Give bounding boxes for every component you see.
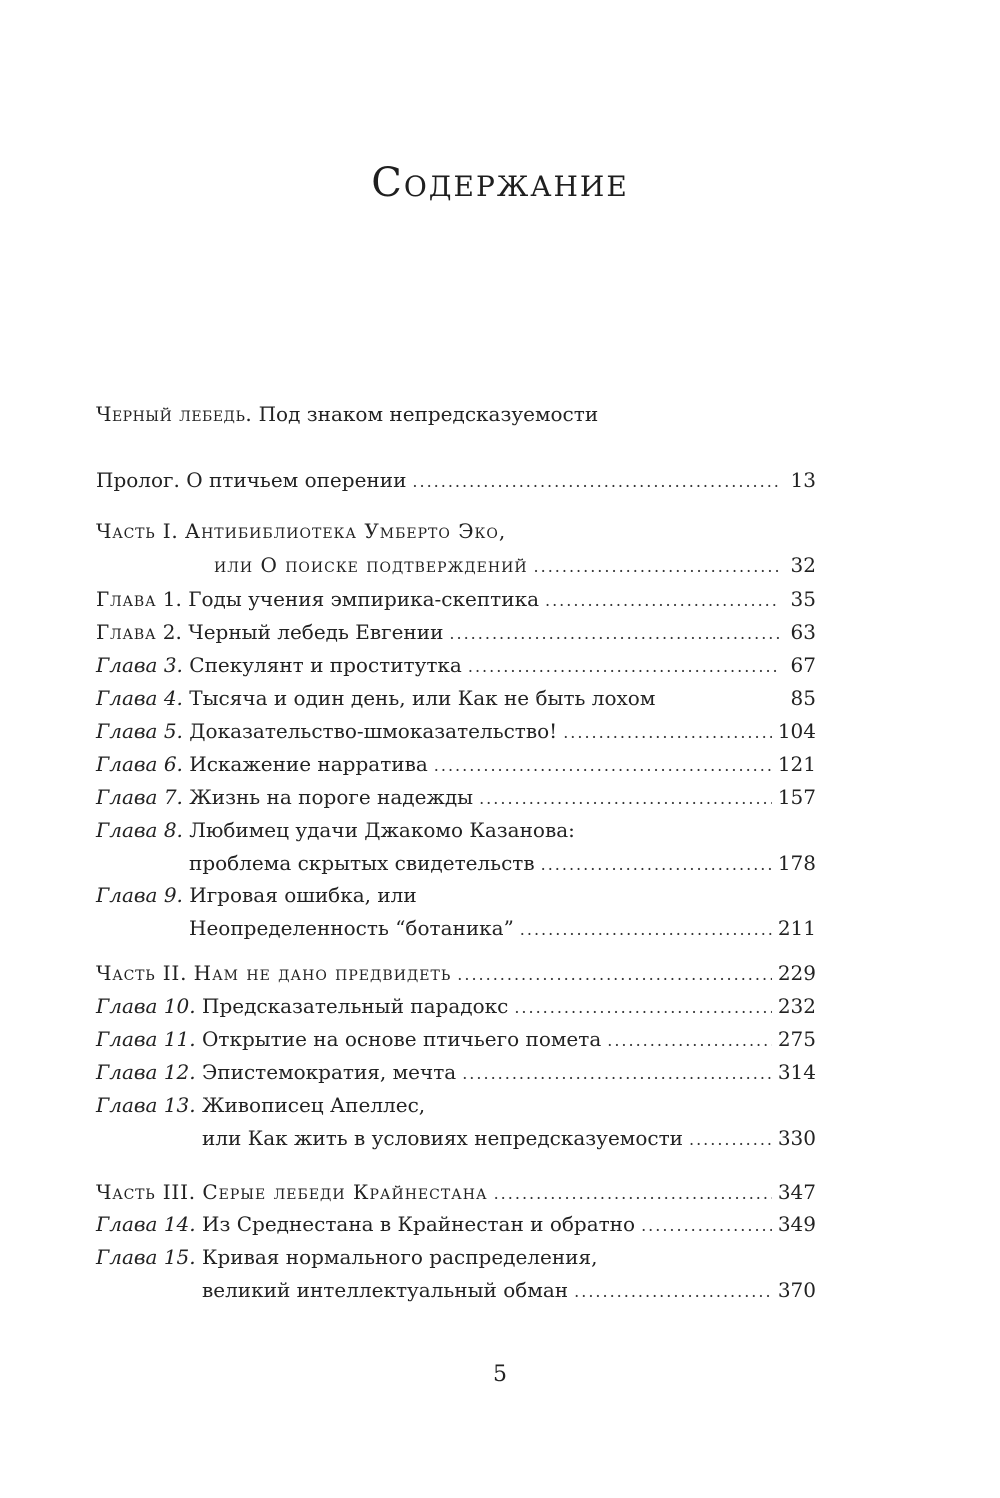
- toc-entry-part2[interactable]: [96, 958, 816, 988]
- toc-entry-ch1[interactable]: [96, 584, 816, 614]
- toc-entry-ch13-cont[interactable]: [96, 1123, 816, 1153]
- toc-leader-dots: [479, 784, 772, 814]
- toc-leader-dots: [434, 751, 772, 781]
- toc-entry-text: Серые лебеди Крайнестана: [202, 1180, 488, 1204]
- toc-entry-ch15[interactable]: [96, 1242, 816, 1272]
- toc-page-number: 229: [777, 961, 816, 985]
- toc-entry-ch9-cont[interactable]: [96, 913, 816, 943]
- toc-entry-label: Часть I.: [96, 519, 179, 543]
- toc-leader-dots: [545, 586, 780, 616]
- toc-leader-dots: [534, 552, 780, 582]
- toc-entry-text: Нам не дано предвидеть: [193, 961, 452, 985]
- toc-entry-text: Антибиблиотека Умберто Эко,: [184, 519, 507, 543]
- toc-page-number: 211: [777, 916, 816, 940]
- toc-entry-text: или О поиске подтверждений: [214, 553, 528, 577]
- toc-entry-label: Глава 5.: [96, 719, 183, 743]
- toc-entry-ch11[interactable]: [96, 1024, 816, 1054]
- toc-page-number: 347: [777, 1180, 816, 1204]
- toc-entry-ch9[interactable]: [96, 880, 816, 910]
- toc-page-number: 13: [790, 468, 816, 492]
- toc-entry-ch5[interactable]: [96, 716, 816, 746]
- toc-entry-text: или Как жить в условиях непредсказуемости: [202, 1126, 683, 1150]
- toc-entry-text: Годы учения эмпирика-скептика: [188, 587, 539, 611]
- page-title: Содержание: [371, 160, 629, 206]
- toc-page-number: 85: [790, 686, 816, 710]
- toc-leader-dots: [689, 1125, 772, 1155]
- toc-leader-dots: [457, 960, 772, 990]
- toc-page-number: 232: [777, 994, 816, 1018]
- toc-leader-dots: [494, 1179, 772, 1209]
- toc-entry-text: Тысяча и один день, или Как не быть лохом: [189, 686, 656, 710]
- book-heading: [96, 402, 598, 426]
- toc-entry-label: Часть II.: [96, 961, 188, 985]
- toc-entry-text: Неопределенность “ботаника”: [189, 916, 514, 940]
- toc-entry-text: Открытие на основе птичьего помета: [202, 1027, 602, 1051]
- toc-page-number: 121: [777, 752, 816, 776]
- toc-leader-dots: [412, 467, 780, 497]
- toc-entry-label: Глава 4.: [96, 686, 183, 710]
- toc-entry-label: Глава 7.: [96, 785, 183, 809]
- toc-entry-label: Глава 15.: [96, 1245, 196, 1269]
- toc-entry-text: Предсказательный парадокс: [202, 994, 509, 1018]
- toc-entry-text: Живописец Апеллес,: [202, 1093, 426, 1117]
- toc-page-number: 67: [790, 653, 816, 677]
- toc-leader-dots: [514, 993, 771, 1023]
- toc-entry-text: великий интеллектуальный обман: [202, 1278, 569, 1302]
- page-number: 5: [493, 1362, 507, 1387]
- toc-entry-text: Игровая ошибка, или: [189, 883, 417, 907]
- toc-entry-part3[interactable]: [96, 1177, 816, 1207]
- toc-entry-ch8[interactable]: [96, 815, 816, 845]
- toc-entry-text: Из Среднестана в Крайнестан и обратно: [202, 1212, 636, 1236]
- toc-entry-text: Жизнь на пороге надежды: [189, 785, 474, 809]
- toc-page-number: 32: [790, 553, 816, 577]
- toc-page-number: 370: [777, 1278, 816, 1302]
- toc-entry-text: Черный лебедь Евгении: [188, 620, 444, 644]
- toc-entry-ch13[interactable]: [96, 1090, 816, 1120]
- toc-entry-ch14[interactable]: [96, 1209, 816, 1239]
- toc-entry-text: Кривая нормального распределения,: [202, 1245, 598, 1269]
- toc-leader-dots: [563, 718, 772, 748]
- toc-entry-ch12[interactable]: [96, 1057, 816, 1087]
- toc-entry-text: Пролог. О птичьем оперении: [96, 468, 407, 492]
- toc-leader-dots: [607, 1026, 772, 1056]
- toc-entry-text: Спекулянт и проститутка: [189, 653, 462, 677]
- toc-page-number: 330: [777, 1126, 816, 1150]
- toc-entry-label: Глава 14.: [96, 1212, 196, 1236]
- toc-entry-prologue[interactable]: [96, 465, 816, 495]
- toc-entry-text: Любимец удачи Джакомо Казанова:: [189, 818, 575, 842]
- toc-entry-label: Глава 9.: [96, 883, 183, 907]
- toc-page-number: 35: [790, 587, 816, 611]
- toc-entry-text: Искажение нарратива: [189, 752, 428, 776]
- toc-entry-text: Эпистемократия, мечта: [202, 1060, 457, 1084]
- toc-page-number: 157: [777, 785, 816, 809]
- toc-entry-label: Глава 10.: [96, 994, 196, 1018]
- toc-leader-dots: [468, 652, 780, 682]
- toc-leader-dots: [462, 1059, 772, 1089]
- toc-entry-label: Глава 11.: [96, 1027, 196, 1051]
- toc-entry-label: Глава: [96, 587, 157, 611]
- toc-entry-ch10[interactable]: [96, 991, 816, 1021]
- toc-entry-ch7[interactable]: [96, 782, 816, 812]
- toc-page-number: 178: [777, 851, 816, 875]
- toc-leader-dots: [520, 915, 772, 945]
- toc-entry-label: Глава 12.: [96, 1060, 196, 1084]
- toc-leader-dots: [574, 1277, 772, 1307]
- toc-entry-num: 2.: [162, 620, 182, 644]
- toc-leader-dots: [641, 1211, 772, 1241]
- toc-leader-dots: [541, 850, 772, 880]
- toc-page-number: 104: [777, 719, 816, 743]
- book-heading-subtitle: Под знаком непредсказуемости: [258, 402, 599, 426]
- toc-entry-label: Часть III.: [96, 1180, 196, 1204]
- toc-entry-num: 1.: [162, 587, 182, 611]
- toc-page-number: 63: [790, 620, 816, 644]
- toc-entry-ch15-cont[interactable]: [96, 1275, 816, 1305]
- toc-entry-part1-cont[interactable]: [96, 550, 816, 580]
- toc-entry-ch2[interactable]: [96, 617, 816, 647]
- toc-entry-ch4[interactable]: [96, 683, 816, 713]
- toc-entry-ch6[interactable]: [96, 749, 816, 779]
- toc-page-number: 314: [777, 1060, 816, 1084]
- toc-entry-part1[interactable]: [96, 516, 816, 546]
- toc-entry-label: Глава 13.: [96, 1093, 196, 1117]
- toc-entry-label: Глава 8.: [96, 818, 183, 842]
- book-heading-caps: Черный лебедь.: [96, 402, 253, 426]
- toc-leader-dots: [449, 619, 780, 649]
- toc-page-number: 275: [777, 1027, 816, 1051]
- toc-entry-text: Доказательство-шмоказательство!: [189, 719, 558, 743]
- toc-entry-ch8-cont[interactable]: [96, 848, 816, 878]
- toc-page-number: 349: [777, 1212, 816, 1236]
- toc-entry-label: Глава 3.: [96, 653, 183, 677]
- toc-entry-ch3[interactable]: [96, 650, 816, 680]
- toc-entry-label: Глава: [96, 620, 157, 644]
- toc-entry-label: Глава 6.: [96, 752, 183, 776]
- toc-entry-text: проблема скрытых свидетельств: [189, 851, 535, 875]
